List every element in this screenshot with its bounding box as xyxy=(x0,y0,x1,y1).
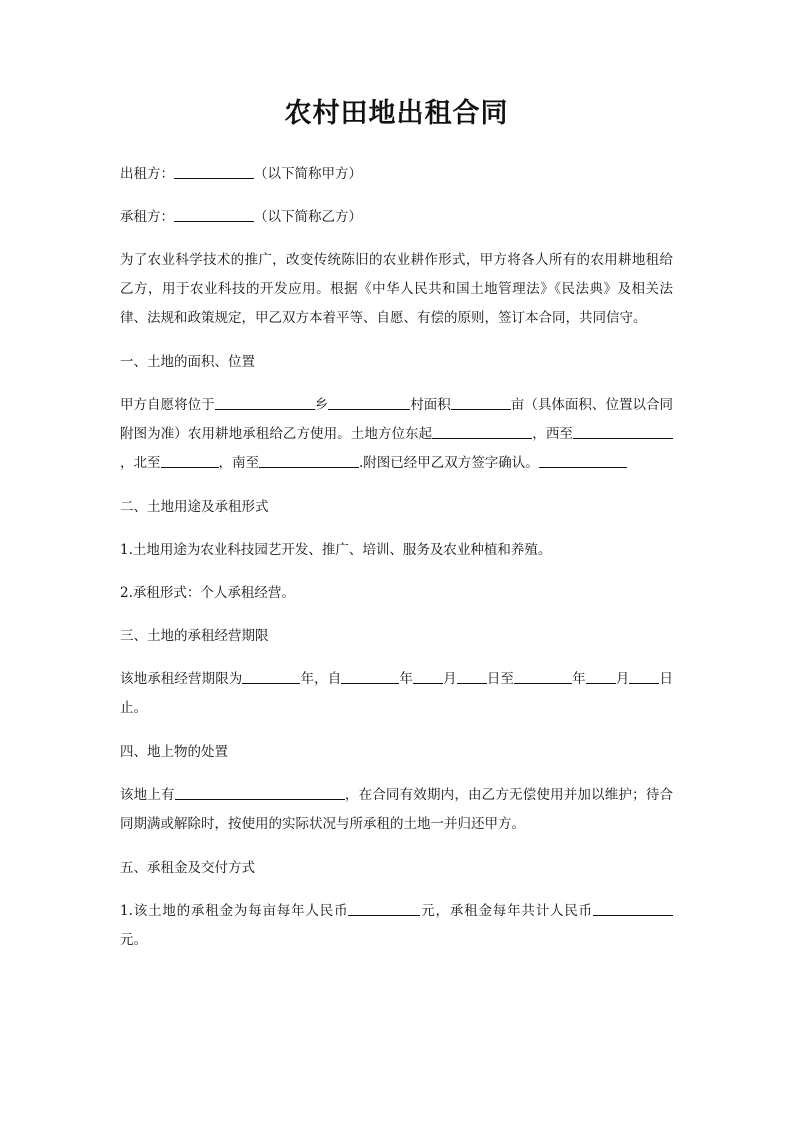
section3-text-7: 月 xyxy=(615,671,630,687)
section1-text-2: 乡 xyxy=(314,397,329,413)
section4-text-2: ，在合同有效期内，由乙方无偿使用并加以维护；待合同期满或解除时，按使用的实际状况与所承租的土地一并归还甲方。 xyxy=(120,787,674,832)
term-years-blank[interactable] xyxy=(242,669,300,684)
section1-heading: 一、土地的面积、位置 xyxy=(120,354,255,370)
ground-objects-blank[interactable] xyxy=(175,785,345,800)
section1-text-1: 甲方自愿将位于 xyxy=(120,397,215,413)
end-month-blank[interactable] xyxy=(586,669,616,684)
section5-heading: 五、承租金及交付方式 xyxy=(120,860,255,876)
section1-text-8: .附图已经甲乙双方签字确认。 xyxy=(359,455,539,471)
lessor-note: （以下简称甲方） xyxy=(254,166,362,182)
section1-text-5: ，西至 xyxy=(532,426,573,442)
section1-text-7: ，南至 xyxy=(218,455,259,471)
document-title: 农村田地出租合同 xyxy=(284,98,509,129)
section1-paragraph xyxy=(120,391,673,478)
lessee-label: 承租方： xyxy=(120,209,174,225)
village-blank[interactable] xyxy=(328,395,410,410)
section3-text-2: 年，自 xyxy=(300,671,342,687)
lessee-line xyxy=(120,203,673,232)
confirmation-blank[interactable] xyxy=(539,453,627,468)
section1-text-4: 亩（具体面积、位置以合同附图为准）农用耕地承租给乙方使用。土地方位东起 xyxy=(120,397,674,442)
section3-text-4: 月 xyxy=(443,671,457,687)
section2-item-2: 2.承租形式：个人承租经营。 xyxy=(120,585,295,601)
section1-text-3: 村面积 xyxy=(410,397,451,413)
section4-heading: 四、地上物的处置 xyxy=(120,744,228,760)
section5-text-2: 元，承租金每年共计人民币 xyxy=(420,903,593,919)
rent-total-blank[interactable] xyxy=(593,901,673,916)
section3-text-5: 日至 xyxy=(486,671,515,687)
intro-paragraph: 为了农业科学技术的推广，改变传统陈旧的农业耕作形式，甲方将各人所有的农用耕地租给乙方，用于农业科技的开发应用。根据《中华人民共和国土地管理法》《民法典》及相关法律、法规和政策规定，甲乙双方本着平等、自愿、有偿的原则，签订本合同，共同信守。 xyxy=(120,252,673,326)
section5-text-1: 1.该土地的承租金为每亩每年人民币 xyxy=(120,903,349,919)
section5-text-3: 元。 xyxy=(120,932,147,948)
lessor-name-blank[interactable] xyxy=(174,164,254,179)
east-boundary-blank[interactable] xyxy=(432,424,532,439)
section3-text-6: 年 xyxy=(572,671,586,687)
section3-text-8: 日止。 xyxy=(120,671,674,716)
lessee-note: （以下简称乙方） xyxy=(254,209,362,225)
rent-per-mu-blank[interactable] xyxy=(348,901,420,916)
section2-item-1: 1.土地用途为农业科技园艺开发、推广、培训、服务及农业种植和养殖。 xyxy=(120,542,552,558)
township-blank[interactable] xyxy=(215,395,315,410)
section2-heading: 二、土地用途及承租形式 xyxy=(120,499,269,515)
west-boundary-blank[interactable] xyxy=(573,424,673,439)
section3-text-3: 年 xyxy=(399,671,414,687)
section5-paragraph xyxy=(120,897,673,955)
section4-text-1: 该地上有 xyxy=(120,787,175,803)
north-boundary-blank[interactable] xyxy=(161,453,219,468)
area-blank[interactable] xyxy=(451,395,511,410)
south-boundary-blank[interactable] xyxy=(259,453,359,468)
lessee-name-blank[interactable] xyxy=(174,207,254,222)
end-day-blank[interactable] xyxy=(629,669,659,684)
document-body xyxy=(120,160,673,970)
lessor-label: 出租方： xyxy=(120,166,174,182)
section3-paragraph xyxy=(120,665,673,723)
section1-text-6: ，北至 xyxy=(120,455,161,471)
section4-paragraph xyxy=(120,781,673,839)
section3-heading: 三、土地的承租经营期限 xyxy=(120,628,269,644)
start-year-blank[interactable] xyxy=(341,669,399,684)
lessor-line xyxy=(120,160,673,189)
start-month-blank[interactable] xyxy=(413,669,443,684)
start-day-blank[interactable] xyxy=(457,669,487,684)
end-year-blank[interactable] xyxy=(514,669,572,684)
section3-text-1: 该地承租经营期限为 xyxy=(120,671,243,687)
